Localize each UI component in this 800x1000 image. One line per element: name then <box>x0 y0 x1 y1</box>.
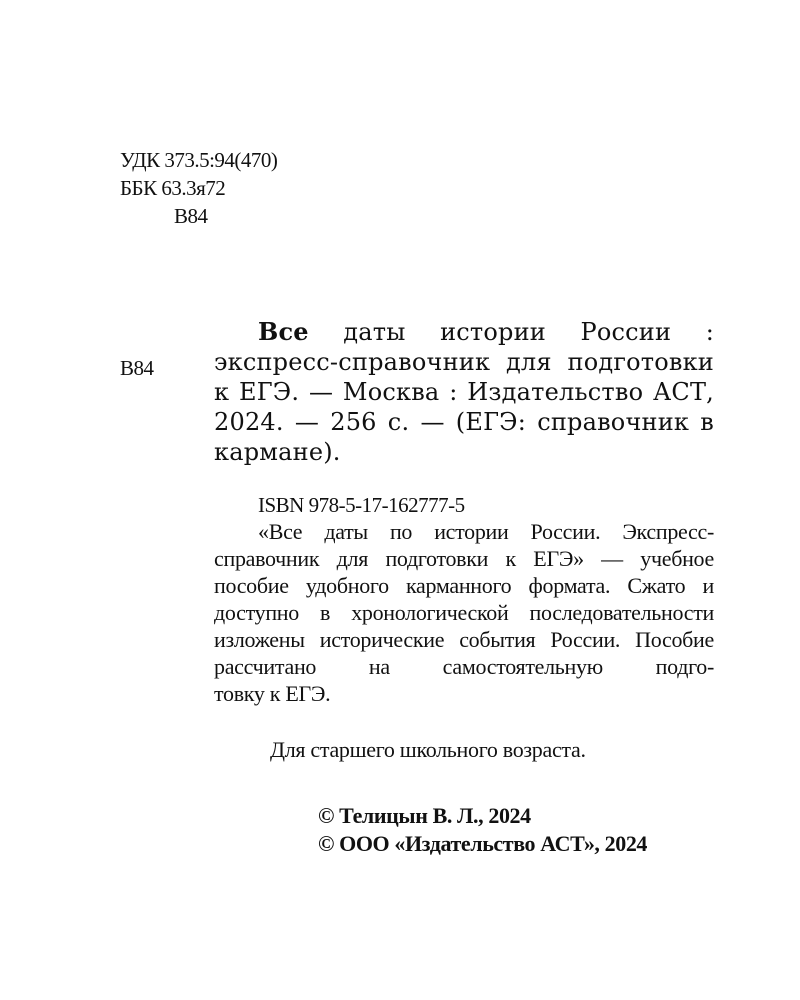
biblio-text: даты истории России : экспресс-справочник для подготовки к ЕГЭ. — Москва : Издательство АСТ, 2024. — 256 с. — (ЕГЭ: справочник в кармане). <box>214 318 714 466</box>
classification-codes <box>120 146 277 230</box>
copyright-author: © Телицын В. Л., 2024 <box>318 803 531 828</box>
author-mark: В84 <box>120 356 154 380</box>
bbk-code: ББК 63.3я72 <box>120 176 226 200</box>
copyright-publisher: © ООО «Издательство АСТ», 2024 <box>318 831 648 856</box>
isbn: ISBN 978-5-17-162777-5 <box>258 493 465 517</box>
author-sign: В84 <box>174 204 208 228</box>
annotation-text: «Все даты по истории России. Экспресс-справочник для подготовки к ЕГЭ» — учебное пособие удобного карманного формата. Сжато и доступно в хронологической последовательности изложены исторические события России. Пособие рассчитано на самостоятельную подго- <box>214 519 714 679</box>
udk-code: УДК 373.5:94(470) <box>120 148 278 172</box>
copyright-block <box>318 802 647 858</box>
bibliographic-description <box>214 317 714 467</box>
annotation-tail: товку к ЕГЭ. <box>214 681 331 706</box>
audience-note: Для старшего школьного возраста. <box>270 737 586 762</box>
biblio-title-bold: Все <box>258 317 309 346</box>
